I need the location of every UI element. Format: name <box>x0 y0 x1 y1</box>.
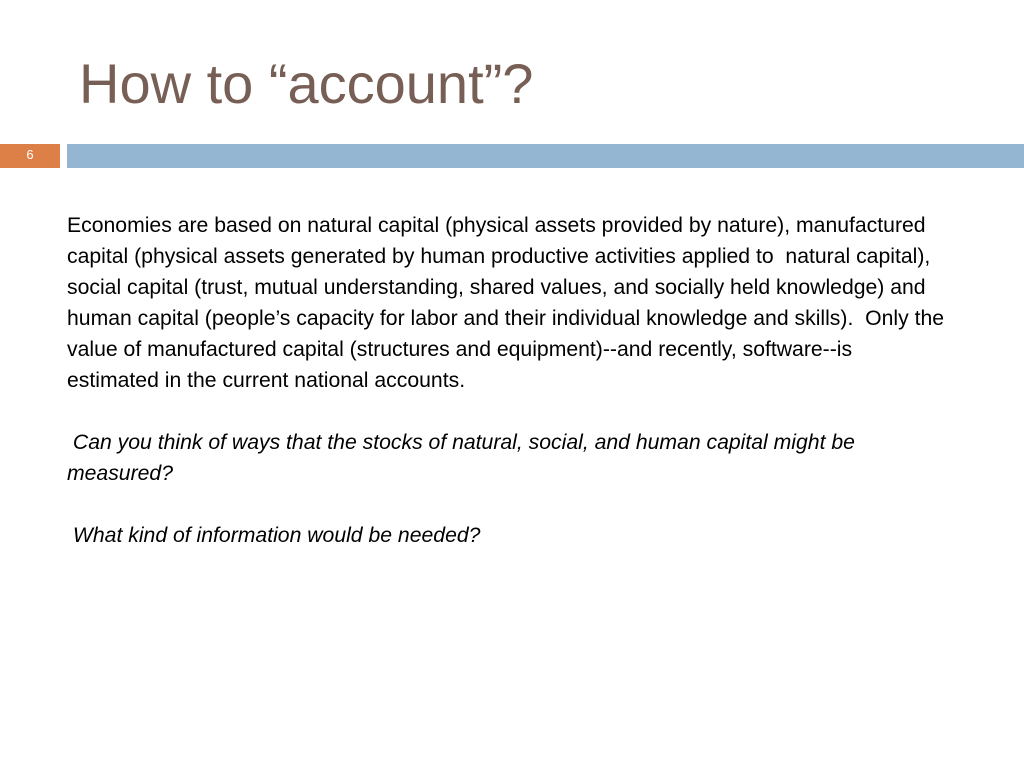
header-divider-bar <box>67 144 1024 168</box>
question-information-needed: What kind of information would be needed? <box>67 524 481 547</box>
slide-body <box>67 210 950 551</box>
slide-number: 6 <box>26 147 34 162</box>
body-paragraph: Economies are based on natural capital (physical assets provided by nature), manufactured capital (physical assets generated by human productive activities applied to natural capital), social capital (trust, mutual understanding, shared values, and socially held knowledge) and human capital (people’s capacity for labor and their individual knowledge and skills). Only the value of manufactured capital (structures and equipment)--and recently, software--is estimated in the current national accounts. <box>67 214 950 392</box>
question-measure-capital: Can you think of ways that the stocks of natural, social, and human capital might be measured? <box>67 431 861 485</box>
slide-title: How to “account”? <box>79 52 534 115</box>
spacer <box>67 396 947 427</box>
spacer <box>67 489 947 520</box>
